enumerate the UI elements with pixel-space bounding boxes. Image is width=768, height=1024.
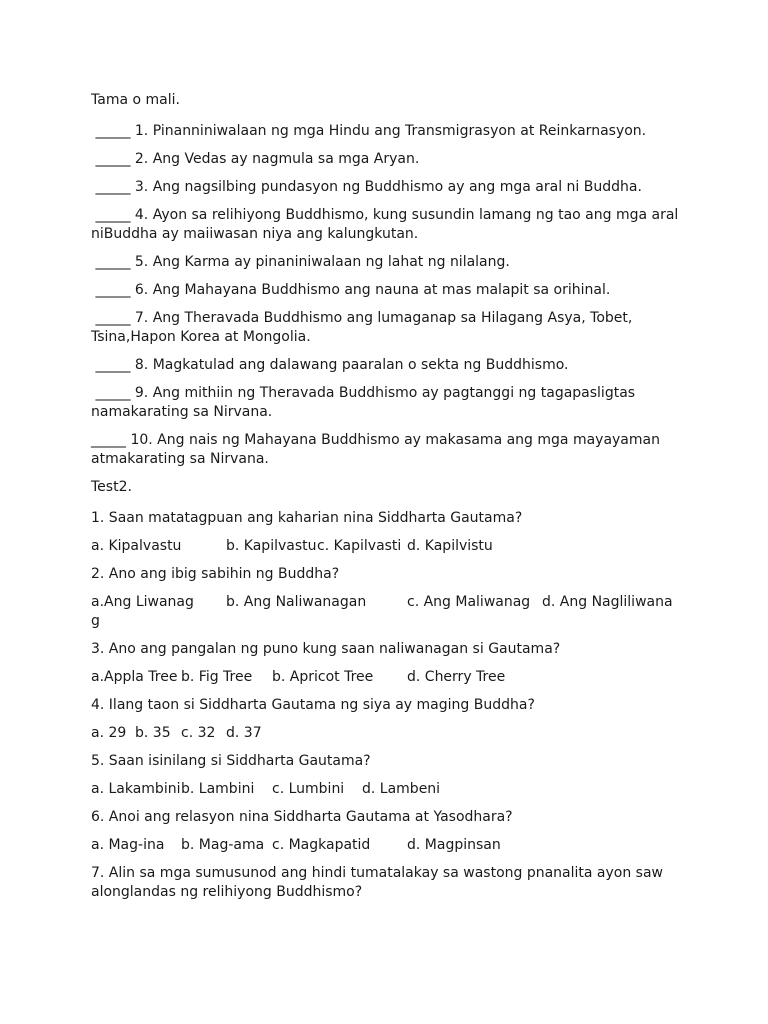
option-d: d. 37 <box>226 725 262 741</box>
option-b: b. Mag-ama <box>181 837 265 853</box>
option-c: c. Kapilvasti <box>317 538 402 554</box>
option-c: c. Magkapatid <box>272 837 371 853</box>
true-false-item: _____ 9. Ang mithiin ng Theravada Buddhismo ay pagtanggi ng tagapasligtas namakarating sa Nirvana. <box>91 385 640 420</box>
answer-options <box>91 537 681 556</box>
answer-options <box>91 593 681 631</box>
option-b: b. 35 <box>135 725 171 741</box>
option-b: b. Fig Tree <box>181 669 253 685</box>
option-d: d. Kapilvistu <box>407 538 493 554</box>
option-a: a. 29 <box>91 725 127 741</box>
true-false-item: _____ 6. Ang Mahayana Buddhismo ang nauna at mas malapit sa orihinal. <box>91 282 611 298</box>
option-a: a.Appla Tree <box>91 669 178 685</box>
option-b: b. Ang Naliwanagan <box>226 594 367 610</box>
option-d: d. Magpinsan <box>407 837 501 853</box>
option-a: a. Kipalvastu <box>91 538 182 554</box>
option-c: c. Lumbini <box>272 781 345 797</box>
option-a: a.Ang Liwanag <box>91 594 194 610</box>
true-false-item: _____ 5. Ang Karma ay pinaniniwalaan ng lahat ng nilalang. <box>91 254 510 270</box>
option-c: b. Apricot Tree <box>272 669 374 685</box>
option-b: b. Kapilvastu <box>226 538 317 554</box>
question-text: 4. Ilang taon si Siddharta Gautama ng siya ay maging Buddha? <box>91 697 535 713</box>
option-b: b. Lambini <box>181 781 255 797</box>
answer-options <box>91 836 681 855</box>
document-content <box>91 91 681 911</box>
question-text: 7. Alin sa mga sumusunod ang hindi tumatalakay sa wastong pnanalita ayon saw alonglandas ng relihiyong Buddhismo? <box>91 865 668 900</box>
true-false-item: _____ 2. Ang Vedas ay nagmula sa mga Aryan. <box>91 151 420 167</box>
option-d: d. Lambeni <box>362 781 441 797</box>
question-text: 6. Anoi ang relasyon nina Siddharta Gautama at Yasodhara? <box>91 809 513 825</box>
true-false-item: _____ 10. Ang nais ng Mahayana Buddhismo ay makasama ang mga mayayaman atmakarating sa Nirvana. <box>91 432 665 467</box>
answer-options <box>91 724 681 743</box>
question-text: 3. Ano ang pangalan ng puno kung saan naliwanagan si Gautama? <box>91 641 561 657</box>
answer-options <box>91 668 681 687</box>
option-c: c. Ang Maliwanag <box>407 594 531 610</box>
true-false-item: _____ 1. Pinanniniwalaan ng mga Hindu ang Transmigrasyon at Reinkarnasyon. <box>91 123 647 139</box>
true-false-item: _____ 4. Ayon sa relihiyong Buddhismo, kung susundin lamang ng tao ang mga aral niBuddha ay maiiwasan niya ang kalungkutan. <box>91 207 683 242</box>
option-a: a. Mag-ina <box>91 837 165 853</box>
question-text: 1. Saan matatagpuan ang kaharian nina Siddharta Gautama? <box>91 510 523 526</box>
option-a: a. Lakambini <box>91 781 181 797</box>
question-text: 5. Saan isinilang si Siddharta Gautama? <box>91 753 371 769</box>
option-d-wrap: g <box>91 613 100 629</box>
option-c: c. 32 <box>181 725 216 741</box>
true-false-item: _____ 3. Ang nagsilbing pundasyon ng Buddhismo ay ang mga aral ni Buddha. <box>91 179 642 195</box>
true-false-item: _____ 7. Ang Theravada Buddhismo ang lumaganap sa Hilagang Asya, Tobet, Tsina,Hapon Korea at Mongolia. <box>91 310 637 345</box>
answer-options <box>91 780 681 799</box>
question-text: 2. Ano ang ibig sabihin ng Buddha? <box>91 566 340 582</box>
option-d: d. Cherry Tree <box>407 669 506 685</box>
part2-heading: Test2. <box>91 479 132 495</box>
part1-heading: Tama o mali. <box>91 92 180 108</box>
option-d: d. Ang Nagliliwana <box>542 594 673 610</box>
true-false-item: _____ 8. Magkatulad ang dalawang paaralan o sekta ng Buddhismo. <box>91 357 569 373</box>
